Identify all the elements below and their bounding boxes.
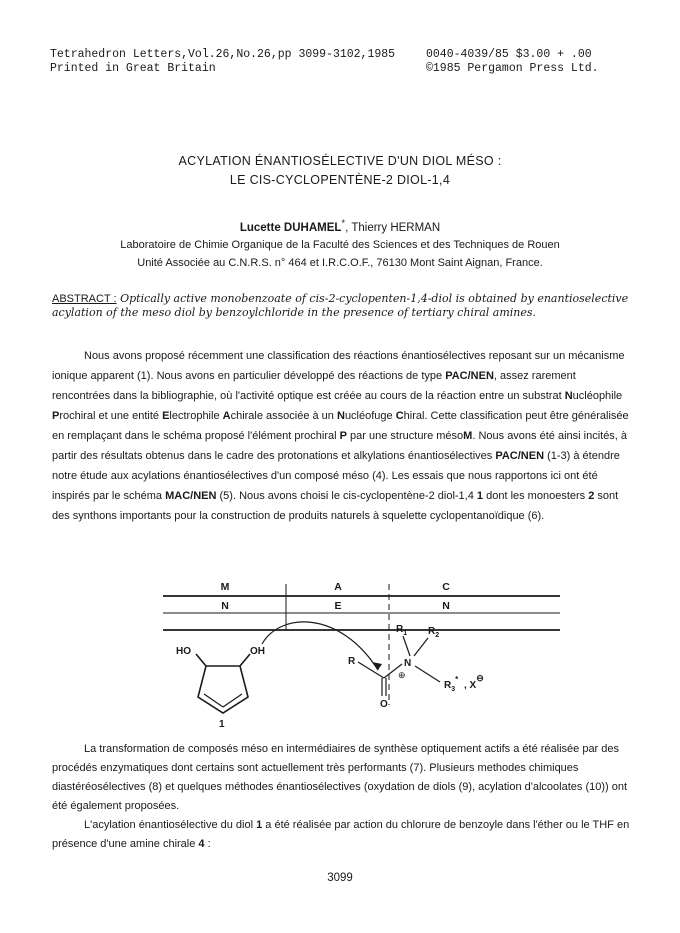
compound-1-label: 1: [219, 719, 225, 730]
acyl-r-label: R: [348, 656, 356, 667]
affiliation-line-2: Unité Associée au C.N.R.S. n° 464 et I.R.C.O.F., 76130 Mont Saint Aignan, France.: [137, 257, 543, 269]
affiliation: [0, 236, 680, 272]
abstract: [52, 292, 632, 320]
scheme-col-a: A: [334, 581, 342, 593]
title-line-2: LE CIS-CYCLOPENTÈNE-2 DIOL-1,4: [229, 173, 451, 187]
abstract-text: Optically active monobenzoate of cis-2-cyclopenten-1,4-diol is obtained by enantioselective acylation of the meso diol by benzoylchloride in the presence of tertiary chiral amines.: [52, 292, 629, 319]
paragraph-1: Nous avons proposé récemment une classification des réactions énantiosélectives reposant sur un mécanisme ionique apparent (1). Nous avons en particulier développé des réactions de type PAC/NEN, assez rarement rencontrées dans la bibliographie, où l'activité optique est créée au cours de la réaction entre un substrat Nucléophile Prochiral et une entité Electrophile Achirale associée à un Nucléofuge Chiral. Cette classification peut être généralisée en remplaçant dans le schéma proposé l'élément prochiral P par une structure mésoM. Nous avons été ainsi incités, à partir des résultats obtenus dans le cadre des protonations et alkylations énantiosélectives PAC/NEN (1-3) à étendre notre étude aux acylations énantiosélectives d'un composé méso (4). Les essais que nous rapportons ici ont été inspirés par le schéma MAC/NEN (5). Nous avons choisi le cis-cyclopentène-2 diol-1,4 1 dont les monoesters 2 sont des synthons importants pour la construction de produits naturels à squelette cyclopentanoïdique (6).: [52, 350, 629, 522]
oh-label: OH: [250, 646, 265, 657]
scheme-row-n1: N: [221, 600, 229, 612]
r3-label: $R_3^*$: [444, 675, 459, 693]
oh-bond-right: [240, 654, 250, 666]
scheme-row-e: E: [334, 600, 342, 612]
paragraph-2: La transformation de composés méso en intermédiaires de synthèse optiquement actifs a été réalisée par des procédés enzymatiques dont certains sont actuellement très performants (7). Plusieurs methodes chimiques diastéréosélectives (8) et quelques méthodes énantiosélectives (oxydation de diols (9), acylation d'alcoolates (10)) ont été également proposées.: [52, 743, 628, 812]
scheme-col-m: M: [220, 581, 230, 593]
issn-price-line: 0040-4039/85 $3.00 + .00: [426, 48, 592, 61]
cyclopentene-ring: [198, 666, 248, 713]
carbonyl-o-label: O: [380, 699, 388, 710]
scheme-col-c: C: [442, 581, 450, 593]
abstract-label: ABSTRACT :: [52, 293, 117, 305]
n-r1-bond: [403, 636, 410, 656]
mac-nen-scheme: [0, 570, 680, 730]
ho-label: HO: [176, 646, 191, 657]
author-1: Lucette DUHAMEL: [239, 221, 342, 234]
journal-citation: [50, 48, 395, 76]
n-r2-bond: [414, 638, 428, 656]
paragraph-3: L'acylation énantiosélective du diol 1 a été réalisée par action du chlorure de benzoyle dans l'éther ou le THF en présence d'une amine chirale 4 :: [52, 819, 630, 850]
paper-title: [0, 152, 680, 190]
affiliation-line-1: Laboratoire de Chimie Organique de la Faculté des Sciences et des Techniques de Rouen: [120, 239, 560, 251]
ammonium-charge: ⊕: [398, 670, 406, 680]
printed-in-line: Printed in Great Britain: [50, 62, 216, 75]
r1-label: $R_1$: [396, 624, 408, 637]
title-line-1: ACYLATION ÉNANTIOSÉLECTIVE D'UN DIOL MÉSO :: [178, 154, 502, 168]
r2-label: $R_2$: [428, 626, 440, 639]
page-number: 3099: [327, 872, 353, 884]
copyright-line: ©1985 Pergamon Press Ltd.: [426, 62, 599, 75]
n-r3-bond: [415, 666, 440, 682]
author-2: , Thierry HERMAN: [345, 221, 441, 234]
ring-double-bond: [204, 694, 223, 707]
scheme-row-n2: N: [442, 600, 450, 612]
ammonium-n-label: N: [404, 658, 412, 669]
body-section-2: [52, 740, 636, 854]
ring-double-bond-2: [223, 694, 242, 707]
counterion-label: , X⊖: [464, 673, 484, 691]
citation-line: Tetrahedron Letters,Vol.26,No.26,pp 3099-3102,1985: [50, 48, 396, 61]
body-section-1: [52, 346, 636, 526]
issn-copyright: [426, 48, 599, 76]
corresponding-author-mark: *: [341, 218, 346, 229]
authors: [0, 218, 680, 234]
oh-bond-left: [196, 654, 206, 666]
